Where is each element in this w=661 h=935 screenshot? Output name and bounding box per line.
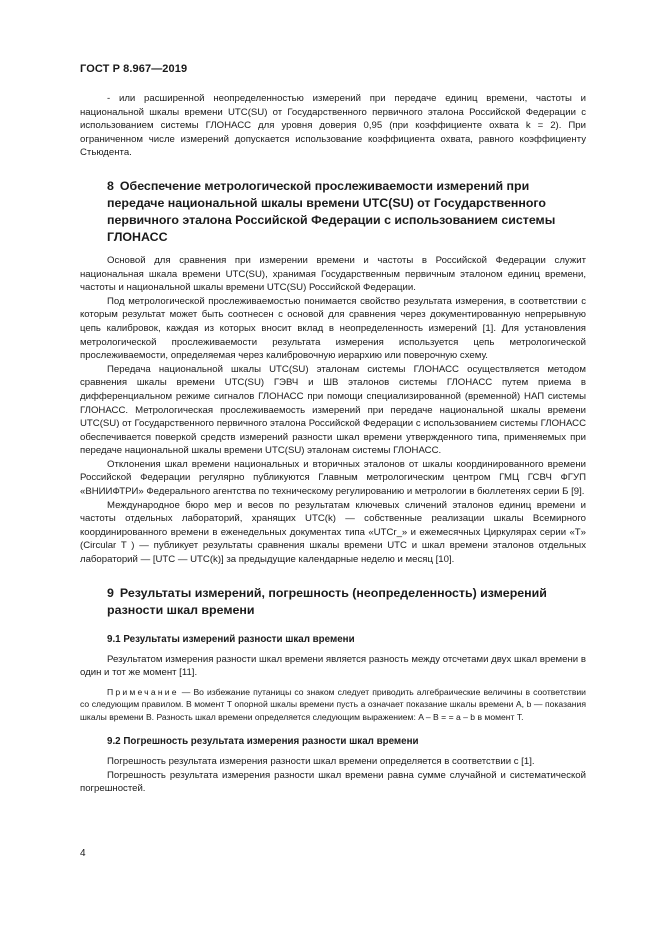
section-8-paragraph-5: Международное бюро мер и весов по результатам ключевых сличений эталонов единиц времени и частоты отдельных лабораторий, хранящих UTC(k) — собственные реализации шкалы Всемирного координированного времени в еженедельных документах типа «UTCr_» и ежемесячных Циркулярах серии «T» (Circular T ) — публикует результаты сравнения шкалы времени UTC и шкал времени эталонов отдельных лабораторий — [UTC — UTC(k)] за предыдущие календарные неделю и месяц [10]. (80, 499, 586, 566)
subsection-9-2-paragraph-2: Погрешность результата измерения разности шкал времени равна сумме случайной и систематической погрешностей. (80, 769, 586, 795)
section-8-title: Обеспечение метрологической прослеживаемости измерений при передаче национальной шкалы времени UTC(SU) от Государственного первичного эталона Российской Федерации с использованием системы ГЛОНАСС (107, 178, 556, 244)
section-8-paragraph-1: Основой для сравнения при измерении времени и частоты в Российской Федерации служит национальная шкала времени UTC(SU), хранимая Государственным первичным эталоном единиц времени, частоты и национальной шкалы времени UTC(SU) Российской Федерации. (80, 254, 586, 294)
section-8-paragraph-3: Передача национальной шкалы UTC(SU) эталонам системы ГЛОНАСС осуществляется методом сравнения шкалы времени UTC(SU) ГЭВЧ и ШВ эталонов системы ГЛОНАСС путем приема в дифференциальном режиме сигналов ГЛОНАСС при помощи специализированной (временной) НАП системы ГЛОНАСС. Метрологическая прослеживаемость измерений при передаче национальной шкалы времени UTC(SU) от Государственного первичного эталона Российской Федерации с использованием системы ГЛОНАСС обеспечивается поверкой средств измерений разности шкал времени утвержденного типа, применяемых при передаче национальной шкалы времени UTC(SU) эталонам системы ГЛОНАСС. (80, 363, 586, 457)
note-text: — Во избежание путаницы со знаком следует приводить алгебраические величины в соответствии со следующим правилом. В момент T опорной шкалы времени пусть a означает показание шкалы времени A, b — показания шкалы времени B. Разность шкал времени определяется следующим выражением: A – B = = a – b в момент T. (80, 686, 586, 722)
section-8-paragraph-2: Под метрологической прослеживаемостью понимается свойство результата измерения, в соответствии с которым результат может быть соотнесен с основой для сравнения через документированную непрерывную цепь калибровок, каждая из которых вносит вклад в неопределенность измерений [1]. Для установления метрологической прослеживаемости результата измерения используется цепь метрологической прослеживаемости, определяемая через калибровочную иерархию или поверочную схему. (80, 295, 586, 362)
subsection-9-1-paragraph: Результатом измерения разности шкал времени является разность между отсчетами двух шкал времени в один и тот же момент [11]. (80, 653, 586, 679)
section-9-title: Результаты измерений, погрешность (неопределенность) измерений разности шкал времени (107, 585, 547, 617)
intro-paragraph: - или расширенной неопределенностью измерений при передаче единиц времени, частоты и национальной шкалы времени UTC(SU) от Государственного первичного эталона Российской Федерации с использованием системы ГЛОНАСС для уровня доверия 0,95 (при коэффициенте охвата k = 2). При ограниченном числе измерений допускается использование коэффициента охвата, равного коэффициенту Стьюдента. (80, 93, 586, 159)
section-8-paragraph-4: Отклонения шкал времени национальных и вторичных эталонов от шкалы координированного времени Российской Федерации регулярно публикуются Главным метрологическим центром ГМЦ ГСВЧ ФГУП «ВНИИФТРИ» Федерального агентства по техническому регулированию и метрологии в бюллетенях серии Б [9]. (80, 458, 586, 498)
subsection-9-1-heading: 9.1 Результаты измерений разности шкал времени (107, 633, 355, 645)
section-8-heading (80, 178, 586, 246)
section-9-number: 9 (107, 585, 114, 600)
page-number: 4 (80, 848, 86, 859)
document-header: ГОСТ Р 8.967—2019 (80, 63, 188, 75)
document-body (80, 92, 586, 796)
subsection-9-2-paragraph-1: Погрешность результата измерения разности шкал времени определяется в соответствии с [1]. (107, 756, 535, 768)
subsection-9-2-heading: 9.2 Погрешность результата измерения разности шкал времени (107, 736, 419, 748)
note-label: Примечание (107, 686, 179, 697)
section-8-number: 8 (107, 178, 114, 193)
note-paragraph (80, 686, 586, 723)
section-9-heading (80, 585, 586, 619)
